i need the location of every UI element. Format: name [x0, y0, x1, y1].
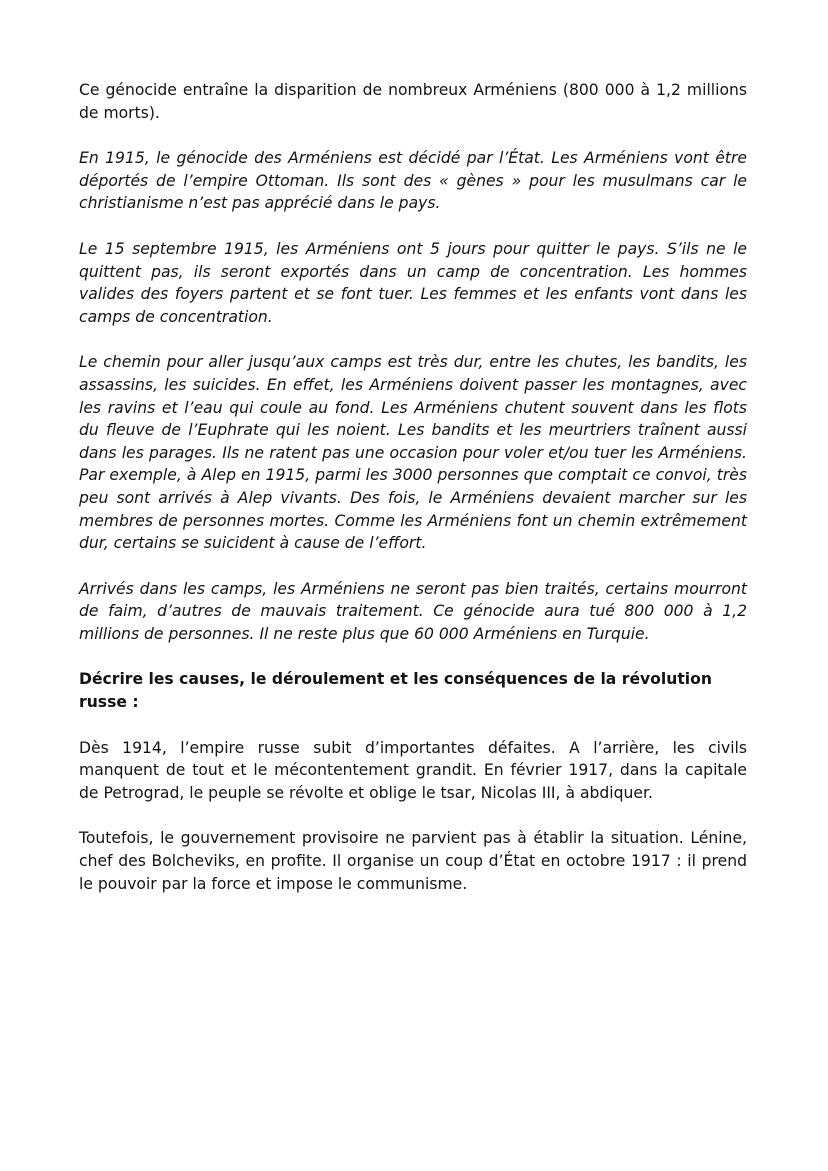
section-heading-russian-revolution: Décrire les causes, le déroulement et les conséquences de la révolution russe : [79, 670, 712, 712]
paragraph-in-the-camps: Arrivés dans les camps, les Arméniens ne seront pas bien traités, certains mourront de faim, d’autres de mauvais traitement. Ce génocide aura tué 800 000 à 1,2 millions de personnes. Il ne reste plus que 60 000 Arméniens en Turquie. [79, 579, 747, 643]
paragraph-september-1915: Le 15 septembre 1915, les Arméniens ont 5 jours pour quitter le pays. S’ils ne le quittent pas, ils seront exportés dans un camp de concentration. Les hommes valides des foyers partent et se font tuer. Les femmes et les enfants vont dans les camps de concentration. [79, 239, 747, 326]
paragraph-road-to-camps: Le chemin pour aller jusqu’aux camps est très dur, entre les chutes, les bandits, les assassins, les suicides. En effet, les Arméniens doivent passer les montagnes, avec les ravins et l’eau qui coule au fond. Les Arméniens chutent souvent dans les flots du fleuve de l’Euphrate qui les noient. Les bandits et les meurtriers traînent aussi dans les parages. Ils ne ratent pas une occasion pour voler et/ou tuer les Arméniens. Par exemple, à Alep en 1915, parmi les 3000 personnes que comptait ce convoi, très peu sont arrivés à Alep vivants. Des fois, le Arméniens devaient marcher sur les membres de personnes mortes. Comme les Arméniens font un chemin extrêmement dur, certains se suicident à cause de l’effort. [79, 353, 747, 553]
document-page [79, 79, 747, 895]
paragraph-revolution-causes: Dès 1914, l’empire russe subit d’importantes défaites. A l’arrière, les civils manquent de tout et le mécontentement grandit. En février 1917, dans la capitale de Petrograd, le peuple se révolte et oblige le tsar, Nicolas III, à abdiquer. [79, 738, 747, 802]
paragraph-deportation-decision: En 1915, le génocide des Arméniens est décidé par l’État. Les Arméniens vont être déportés de l’empire Ottoman. Ils sont des « gènes » pour les musulmans car le christianisme n’est pas apprécié dans le pays. [79, 149, 747, 213]
paragraph-intro: Ce génocide entraîne la disparition de nombreux Arméniens (800 000 à 1,2 millions de morts). [79, 81, 747, 122]
paragraph-revolution-lenin: Toutefois, le gouvernement provisoire ne parvient pas à établir la situation. Lénine, chef des Bolcheviks, en profite. Il organise un coup d’État en octobre 1917 : il prend le pouvoir par la force et impose le communisme. [79, 829, 747, 893]
